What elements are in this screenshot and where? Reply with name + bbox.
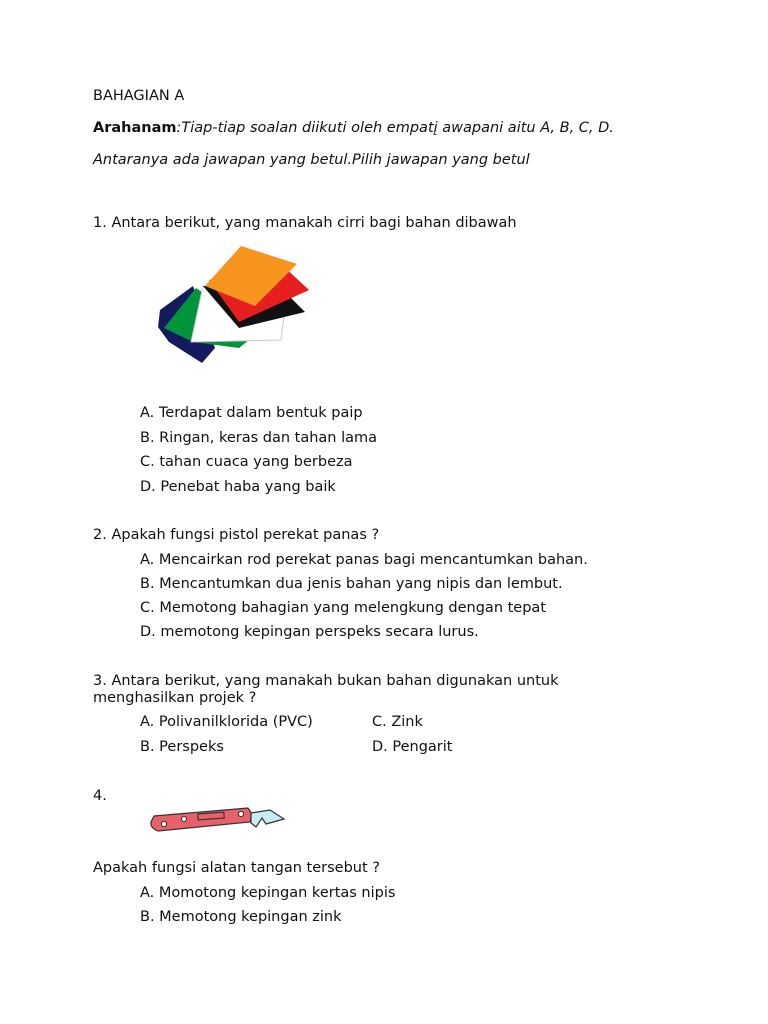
question-2-option-c: C. Memotong bahagian yang melengkung dengan tepat — [140, 600, 546, 616]
question-3-option-d: D. Pengarit — [372, 739, 453, 755]
question-1-option-b: B. Ringan, keras dan tahan lama — [140, 430, 378, 446]
instructions-line-1 — [93, 119, 614, 137]
question-4-number: 4. — [93, 788, 107, 804]
question-2-option-a: A. Mencairkan rod perekat panas bagi mencantumkan bahan. — [140, 552, 588, 568]
question-1-option-d: D. Penebat haba yang baik — [140, 479, 336, 495]
question-3-text-line-1: 3. Antara berikut, yang manakah bukan bahan digunakan untuk — [93, 673, 559, 689]
instructions-label: Arahanam — [93, 120, 177, 136]
question-2-option-b: B. Mencantumkan dua jenis bahan yang nipis dan lembut. — [140, 576, 563, 592]
question-1-option-c: C. tahan cuaca yang berbeza — [140, 454, 353, 470]
instructions-text: :Tiap-tiap soalan diikuti oleh empatį awapani aitu A, B, C, D. — [176, 120, 614, 136]
section-title: BAHAGIAN A — [93, 88, 185, 104]
question-3-option-c: C. Zink — [372, 714, 423, 730]
question-4-option-a: A. Momotong kepingan kertas nipis — [140, 885, 396, 901]
question-4-text: Apakah fungsi alatan tangan tersebut ? — [93, 860, 380, 876]
question-2-text: 2. Apakah fungsi pistol perekat panas ? — [93, 527, 380, 543]
question-3-option-a: A. Polivanilklorida (PVC) — [140, 714, 313, 730]
craft-knife-image — [148, 804, 286, 834]
question-3-text-line-2: menghasilkan projek ? — [93, 690, 257, 706]
question-1-text: 1. Antara berikut, yang manakah cirri bagi bahan dibawah — [93, 215, 517, 231]
question-2-option-d: D. memotong kepingan perspeks secara lurus. — [140, 624, 479, 640]
question-1-option-a: A. Terdapat dalam bentuk paip — [140, 405, 363, 421]
colored-plastic-sheets-image — [157, 244, 310, 366]
question-4-option-b: B. Memotong kepingan zink — [140, 909, 342, 925]
question-3-option-b: B. Perspeks — [140, 739, 224, 755]
instructions-line-2: Antaranya ada jawapan yang betul.Pilih jawapan yang betul — [93, 152, 530, 168]
